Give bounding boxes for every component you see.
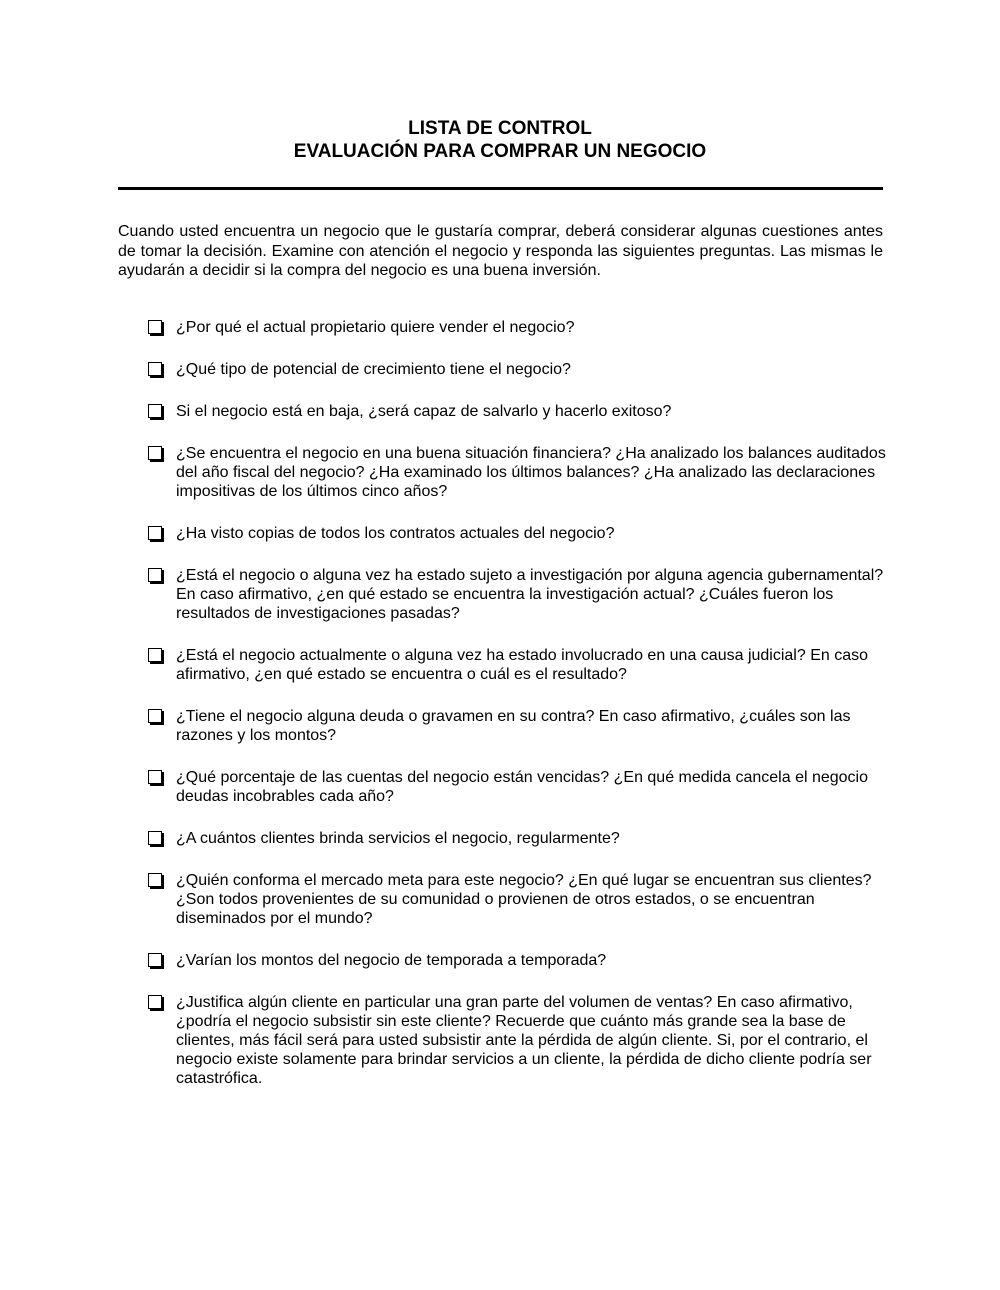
checklist-item-text: ¿Qué porcentaje de las cuentas del negocio están vencidas? ¿En qué medida cancela el negocio deudas incobrables cada año? — [176, 769, 869, 805]
title-divider — [118, 187, 883, 190]
checklist-item-text: ¿Está el negocio o alguna vez ha estado sujeto a investigación por alguna agencia gubernamental? En caso afirmativo, ¿en qué estado se encuentra la investigación actual? ¿Cuáles fueron los resultados de investigaciones pasadas? — [176, 567, 884, 622]
checklist-item — [148, 951, 888, 970]
checklist-item — [148, 444, 888, 501]
checkbox-icon[interactable] — [148, 831, 162, 845]
checkbox-icon[interactable] — [148, 568, 162, 582]
checklist-item-text: ¿Varían los montos del negocio de temporada a temporada? — [176, 952, 607, 969]
checkbox-icon[interactable] — [148, 526, 162, 540]
checkbox-icon[interactable] — [148, 320, 162, 334]
checklist-item — [148, 402, 888, 421]
checklist-item — [148, 646, 888, 684]
title-line-2: EVALUACIÓN PARA COMPRAR UN NEGOCIO — [293, 141, 707, 162]
checklist-item-text: ¿Está el negocio actualmente o alguna vez ha estado involucrado en una causa judicial? En caso afirmativo, ¿en qué estado se encuentra o cuál es el resultado? — [176, 647, 869, 683]
document-title — [118, 117, 882, 163]
checklist-item — [148, 768, 888, 806]
checklist-item-text: ¿Por qué el actual propietario quiere vender el negocio? — [176, 319, 575, 336]
checkbox-icon[interactable] — [148, 770, 162, 784]
checklist-item — [148, 993, 888, 1088]
checklist-item — [148, 871, 888, 928]
checklist-item — [148, 566, 888, 623]
title-line-1: LISTA DE CONTROL — [408, 118, 592, 139]
checklist-item-text: ¿A cuántos clientes brinda servicios el negocio, regularmente? — [176, 830, 620, 847]
intro-paragraph: Cuando usted encuentra un negocio que le gustaría comprar, deberá considerar algunas cuestiones antes de tomar la decisión. Examine con atención el negocio y responda las siguientes preguntas. Las mismas le ayudarán a decidir si la compra del negocio es una buena inversión. — [118, 223, 883, 279]
checklist-item — [148, 829, 888, 848]
checkbox-icon[interactable] — [148, 362, 162, 376]
checkbox-icon[interactable] — [148, 873, 162, 887]
checklist-item — [148, 707, 888, 745]
checklist-item-text: ¿Justifica algún cliente en particular una gran parte del volumen de ventas? En caso afirmativo, ¿podría el negocio subsistir sin este cliente? Recuerde que cuánto más grande sea la base de clientes, más fácil será para usted subsistir ante la pérdida de algún cliente. Si, por el contrario, el negocio existe solamente para brindar servicios a un cliente, la pérdida de dicho cliente podría ser catastrófica. — [176, 994, 872, 1087]
checklist-item — [148, 318, 888, 337]
checklist-item-text: ¿Quién conforma el mercado meta para este negocio? ¿En qué lugar se encuentran sus clientes? ¿Son todos provenientes de su comunidad o provienen de otros estados, o se encuentran diseminados por el mundo? — [176, 872, 872, 927]
checkbox-icon[interactable] — [148, 953, 162, 967]
checklist-item-text: ¿Ha visto copias de todos los contratos actuales del negocio? — [176, 525, 615, 542]
checkbox-icon[interactable] — [148, 995, 162, 1009]
checklist-item — [148, 360, 888, 379]
checklist-item-text: ¿Qué tipo de potencial de crecimiento tiene el negocio? — [176, 361, 571, 378]
checklist-item-text: Si el negocio está en baja, ¿será capaz de salvarlo y hacerlo exitoso? — [176, 403, 672, 420]
checkbox-icon[interactable] — [148, 446, 162, 460]
checklist — [148, 318, 888, 1111]
checklist-item-text: ¿Tiene el negocio alguna deuda o gravamen en su contra? En caso afirmativo, ¿cuáles son las razones y los montos? — [176, 708, 851, 744]
checkbox-icon[interactable] — [148, 709, 162, 723]
checklist-item — [148, 524, 888, 543]
checklist-item-text: ¿Se encuentra el negocio en una buena situación financiera? ¿Ha analizado los balances auditados del año fiscal del negocio? ¿Ha examinado los últimos balances? ¿Ha analizado las declaraciones impositivas de los últimos cinco años? — [176, 445, 886, 500]
checkbox-icon[interactable] — [148, 648, 162, 662]
checkbox-icon[interactable] — [148, 404, 162, 418]
